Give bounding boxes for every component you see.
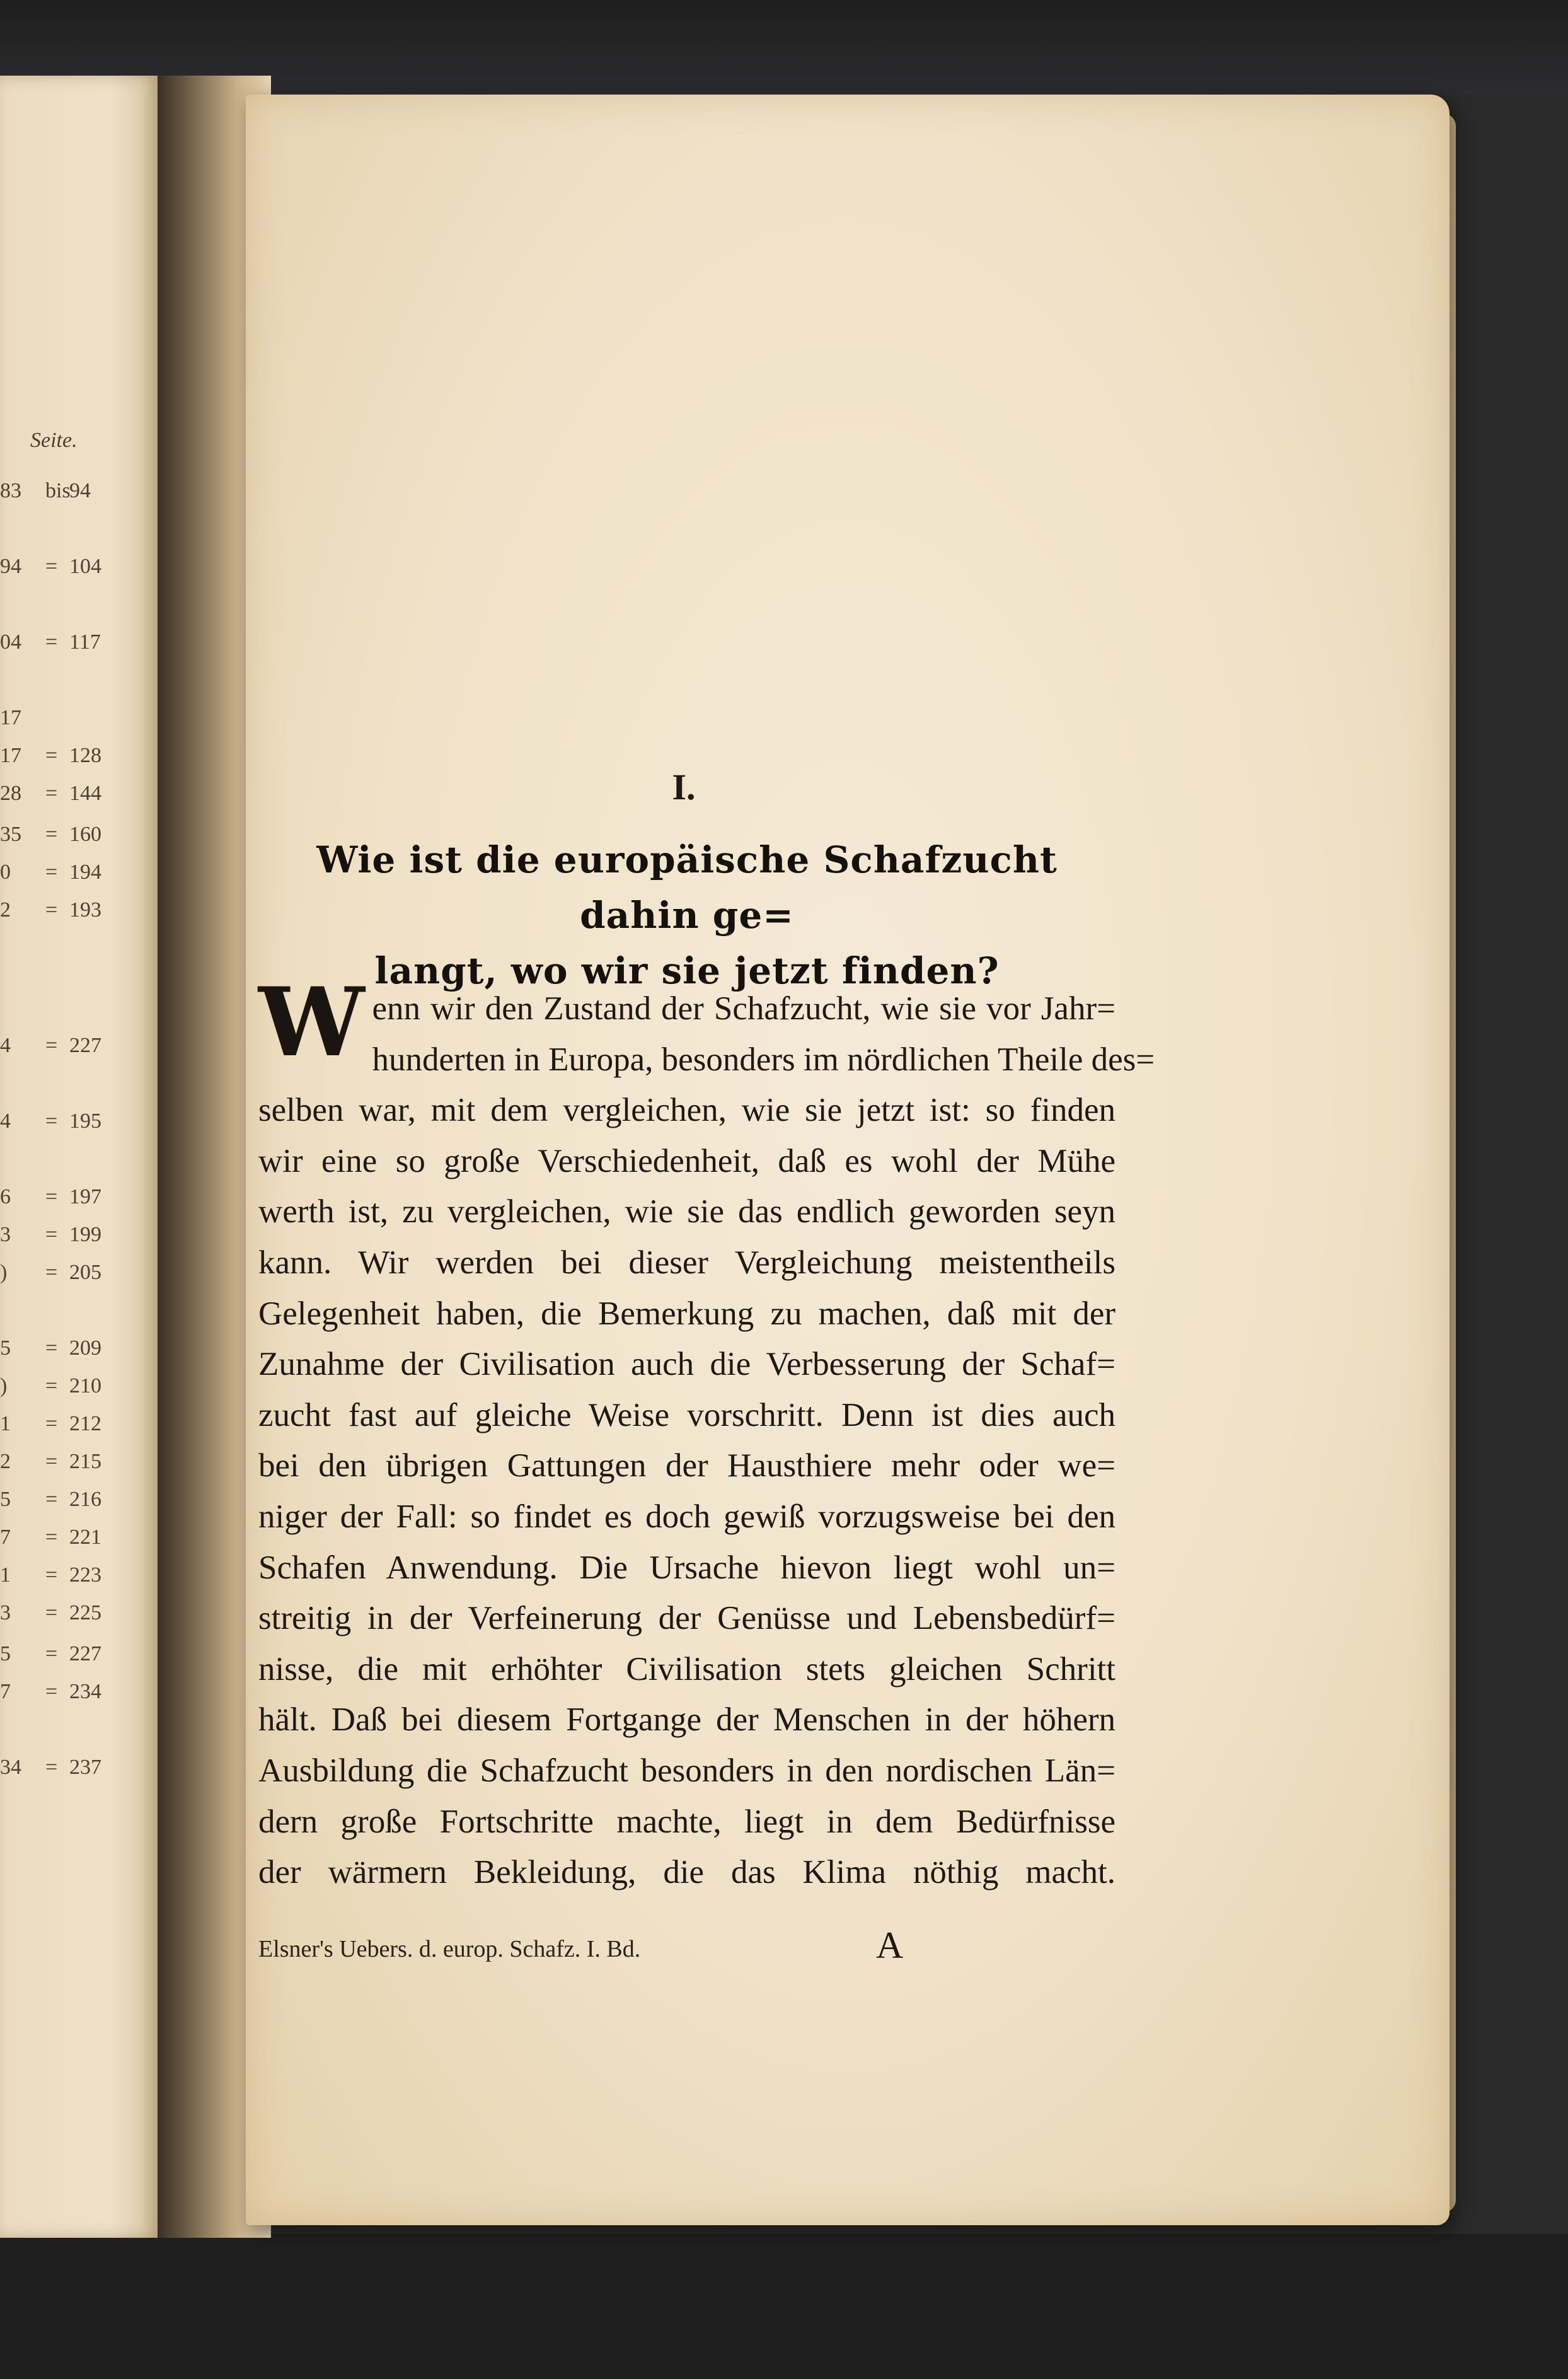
toc-sep: = bbox=[45, 1488, 58, 1511]
body-line: nisse, die mit erhöhter Civilisation stets gleichen Schritt bbox=[258, 1650, 1115, 1687]
toc-sep: = bbox=[45, 1450, 58, 1473]
toc-num: ) bbox=[0, 1261, 8, 1284]
toc-sep: = bbox=[45, 1756, 58, 1779]
toc-row bbox=[0, 1109, 151, 1135]
toc-pg: 199 bbox=[69, 1223, 101, 1246]
toc-pg: 227 bbox=[69, 1642, 101, 1665]
toc-row bbox=[0, 1525, 151, 1551]
toc-row bbox=[0, 744, 151, 769]
table-of-contents bbox=[0, 76, 158, 2238]
toc-sep: = bbox=[45, 1109, 58, 1133]
toc-num: 6 bbox=[0, 1185, 11, 1208]
toc-num: 94 bbox=[0, 555, 21, 578]
dropcap-initial: W bbox=[258, 967, 365, 1078]
body-line: dern große Fortschritte machte, liegt in dem Bedürfnisse bbox=[258, 1803, 1115, 1840]
toc-num: 17 bbox=[0, 706, 21, 729]
toc-sep: = bbox=[45, 744, 58, 767]
toc-num: 2 bbox=[0, 1450, 11, 1473]
toc-sep: = bbox=[45, 823, 58, 846]
toc-sep: = bbox=[45, 1642, 58, 1665]
body-line: enn wir den Zustand der Schafzucht, wie sie vor Jahr= bbox=[372, 990, 1115, 1027]
toc-num: 5 bbox=[0, 1642, 11, 1665]
body-line: Gelegenheit haben, die Bemerkung zu machen, daß mit der bbox=[258, 1295, 1115, 1332]
toc-pg: 237 bbox=[69, 1756, 101, 1779]
toc-row bbox=[0, 1412, 151, 1437]
body-line: hält. Daß bei diesem Fortgange der Menschen in der höhern bbox=[258, 1701, 1115, 1739]
toc-row bbox=[0, 823, 151, 848]
toc-row bbox=[0, 1374, 151, 1399]
toc-num: 0 bbox=[0, 860, 11, 884]
heading-line-2: langt, wo wir sie jetzt finden? bbox=[374, 949, 1000, 992]
printer-signature-mark: A bbox=[876, 1925, 904, 1966]
toc-pg: 195 bbox=[69, 1109, 101, 1133]
toc-row bbox=[0, 1601, 151, 1626]
toc-sep: = bbox=[45, 898, 58, 922]
body-line: der wärmern Bekleidung, die das Klima nöthig macht. bbox=[258, 1854, 1115, 1891]
toc-row bbox=[0, 1563, 151, 1589]
toc-num: 4 bbox=[0, 1109, 11, 1133]
body-line: werth ist, zu vergleichen, wie sie das endlich geworden seyn bbox=[258, 1193, 1115, 1230]
toc-pg: 128 bbox=[69, 744, 101, 767]
toc-sep: = bbox=[45, 1525, 58, 1549]
toc-sep: = bbox=[45, 1563, 58, 1587]
toc-row bbox=[0, 1261, 151, 1286]
toc-pg: 227 bbox=[69, 1034, 101, 1057]
toc-num: 28 bbox=[0, 782, 21, 805]
toc-num: 3 bbox=[0, 1223, 11, 1246]
toc-row bbox=[0, 630, 151, 656]
toc-num: 35 bbox=[0, 823, 21, 846]
body-line: zucht fast auf gleiche Weise vorschritt. Denn ist dies auch bbox=[258, 1396, 1115, 1433]
toc-pg: 160 bbox=[69, 823, 101, 846]
chapter-heading bbox=[252, 832, 1122, 998]
toc-num: 7 bbox=[0, 1525, 11, 1549]
body-line: Ausbildung die Schafzucht besonders in den nordischen Län= bbox=[258, 1752, 1115, 1789]
toc-row bbox=[0, 479, 151, 504]
toc-row bbox=[0, 1185, 151, 1210]
toc-pg: 225 bbox=[69, 1601, 101, 1624]
toc-pg: 209 bbox=[69, 1336, 101, 1360]
toc-num: 04 bbox=[0, 630, 21, 654]
toc-pg: 212 bbox=[69, 1412, 101, 1435]
toc-pg: 194 bbox=[69, 860, 101, 884]
toc-sep: = bbox=[45, 630, 58, 654]
toc-sep: = bbox=[45, 1261, 58, 1284]
toc-pg: 117 bbox=[69, 630, 101, 654]
toc-pg: 144 bbox=[69, 782, 101, 805]
body-line: bei den übrigen Gattungen der Hausthiere mehr oder we= bbox=[258, 1447, 1115, 1485]
toc-pg: 210 bbox=[69, 1374, 101, 1398]
toc-num: 17 bbox=[0, 744, 21, 767]
toc-num: 5 bbox=[0, 1336, 11, 1360]
toc-pg: 223 bbox=[69, 1563, 101, 1587]
toc-num: 34 bbox=[0, 1756, 21, 1779]
toc-pg: 197 bbox=[69, 1185, 101, 1208]
toc-row bbox=[0, 1034, 151, 1059]
chapter-number: I. bbox=[672, 767, 696, 807]
toc-row bbox=[0, 1642, 151, 1667]
toc-num: 5 bbox=[0, 1488, 11, 1511]
toc-pg: 193 bbox=[69, 898, 101, 922]
toc-sep: = bbox=[45, 1185, 58, 1208]
toc-row bbox=[0, 1223, 151, 1248]
toc-sep: = bbox=[45, 1680, 58, 1703]
toc-num: 3 bbox=[0, 1601, 11, 1624]
backdrop-bottom bbox=[0, 2234, 1568, 2379]
body-line: kann. Wir werden bei dieser Vergleichung meistentheils bbox=[258, 1244, 1115, 1281]
toc-pg: 234 bbox=[69, 1680, 101, 1703]
toc-pg: 221 bbox=[69, 1525, 101, 1549]
toc-num: 2 bbox=[0, 898, 11, 922]
body-line: Schafen Anwendung. Die Ursache hievon liegt wohl un= bbox=[258, 1549, 1115, 1586]
left-page bbox=[0, 76, 158, 2238]
toc-row bbox=[0, 1680, 151, 1705]
heading-line-1: Wie ist die europäische Schafzucht dahin ge= bbox=[316, 838, 1058, 937]
toc-row bbox=[0, 706, 151, 731]
toc-row bbox=[0, 555, 151, 580]
toc-header: Seite. bbox=[30, 429, 78, 452]
toc-sep: bis bbox=[45, 479, 71, 502]
toc-row bbox=[0, 1450, 151, 1475]
toc-sep: = bbox=[45, 555, 58, 578]
toc-sep: = bbox=[45, 1223, 58, 1246]
toc-num: ) bbox=[0, 1374, 8, 1398]
toc-pg: 216 bbox=[69, 1488, 101, 1511]
toc-row bbox=[0, 1336, 151, 1362]
body-line: selben war, mit dem vergleichen, wie sie jetzt ist: so finden bbox=[258, 1092, 1115, 1129]
toc-num: 1 bbox=[0, 1412, 11, 1435]
toc-row bbox=[0, 782, 151, 807]
toc-sep: = bbox=[45, 860, 58, 884]
body-line: streitig in der Verfeinerung der Genüsse und Lebensbedürf= bbox=[258, 1600, 1115, 1637]
toc-num: 83 bbox=[0, 479, 21, 502]
toc-num: 1 bbox=[0, 1563, 11, 1587]
toc-num: 4 bbox=[0, 1034, 11, 1057]
toc-pg: 205 bbox=[69, 1261, 101, 1284]
toc-row bbox=[0, 1756, 151, 1781]
toc-sep: = bbox=[45, 1374, 58, 1398]
toc-num: 7 bbox=[0, 1680, 11, 1703]
toc-sep: = bbox=[45, 1412, 58, 1435]
body-line: niger der Fall: so findet es doch gewiß vorzugsweise bei den bbox=[258, 1498, 1115, 1535]
footer-signature-line: Elsner's Uebers. d. europ. Schafz. I. Bd. bbox=[258, 1936, 641, 1962]
toc-row bbox=[0, 860, 151, 886]
toc-pg: 94 bbox=[69, 479, 91, 502]
toc-pg: 215 bbox=[69, 1450, 101, 1473]
body-line: wir eine so große Verschiedenheit, daß es wohl der Mühe bbox=[258, 1142, 1115, 1179]
toc-row bbox=[0, 1488, 151, 1513]
body-line: hunderten in Europa, besonders im nördlichen Theile des= bbox=[372, 1041, 1155, 1078]
toc-sep: = bbox=[45, 1601, 58, 1624]
toc-sep: = bbox=[45, 1336, 58, 1360]
body-line: Zunahme der Civilisation auch die Verbesserung der Schaf= bbox=[258, 1346, 1115, 1383]
toc-row bbox=[0, 898, 151, 923]
toc-sep: = bbox=[45, 1034, 58, 1057]
toc-sep: = bbox=[45, 782, 58, 805]
toc-pg: 104 bbox=[69, 555, 101, 578]
